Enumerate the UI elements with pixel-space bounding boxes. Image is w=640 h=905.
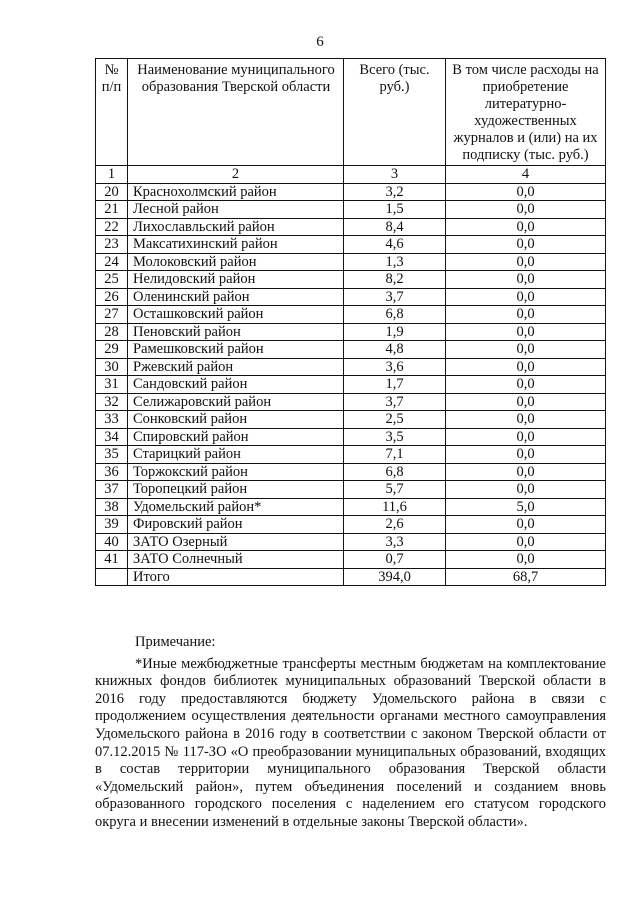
table-row (96, 516, 606, 534)
row-number: 31 (96, 376, 128, 394)
row-name: Торопецкий район (128, 481, 344, 499)
row-name: Фировский район (128, 516, 344, 534)
row-name: Нелидовский район (128, 271, 344, 289)
column-number: 3 (344, 166, 446, 184)
row-magazines: 0,0 (446, 358, 606, 376)
row-total: 4,6 (344, 236, 446, 254)
table-row (96, 498, 606, 516)
row-name: Лесной район (128, 201, 344, 219)
table-row (96, 481, 606, 499)
row-number: 39 (96, 516, 128, 534)
row-magazines: 0,0 (446, 463, 606, 481)
row-number: 28 (96, 323, 128, 341)
row-magazines: 0,0 (446, 253, 606, 271)
row-magazines: 0,0 (446, 446, 606, 464)
row-magazines: 0,0 (446, 306, 606, 324)
header-magazines: В том числе расходы на приобретение литературно-художественных журналов и (или) на их подписку (тыс. руб.) (446, 59, 606, 166)
budget-table (95, 58, 606, 586)
row-magazines: 68,7 (446, 568, 606, 586)
row-name: Сандовский район (128, 376, 344, 394)
table-row (96, 463, 606, 481)
row-magazines: 0,0 (446, 428, 606, 446)
column-number: 2 (128, 166, 344, 184)
row-name: Пеновский район (128, 323, 344, 341)
row-magazines: 0,0 (446, 183, 606, 201)
row-name: Лихославльский район (128, 218, 344, 236)
row-name: Оленинский район (128, 288, 344, 306)
row-number: 30 (96, 358, 128, 376)
table-body (96, 166, 606, 586)
note-section (95, 634, 606, 832)
row-name: Селижаровский район (128, 393, 344, 411)
row-number: 20 (96, 183, 128, 201)
row-magazines: 0,0 (446, 551, 606, 569)
table-row (96, 288, 606, 306)
row-magazines: 0,0 (446, 201, 606, 219)
table-row (96, 411, 606, 429)
row-magazines: 0,0 (446, 376, 606, 394)
row-number: 41 (96, 551, 128, 569)
column-number: 1 (96, 166, 128, 184)
header-name: Наименование муниципального образования Тверской области (128, 59, 344, 166)
row-total: 8,4 (344, 218, 446, 236)
table-row (96, 218, 606, 236)
row-magazines: 0,0 (446, 323, 606, 341)
row-number: 24 (96, 253, 128, 271)
row-number: 22 (96, 218, 128, 236)
row-name: Сонковский район (128, 411, 344, 429)
row-magazines: 0,0 (446, 516, 606, 534)
note-text: *Иные межбюджетные трансферты местным бюджетам на комплектование книжных фондов библиотек муниципальных образований Тверской области в 2016 году предоставляются бюджету Удомельского района в связи с продолжением осуществления деятельности органами местного самоуправления Удомельского района в 2016 году в соответствии с законом Тверской области от 07.12.2015 № 117-ЗО «О преобразовании муниципальных образований, входящих в состав территории муниципального образования Тверской области «Удомельский район», путем объединения поселений и созданием вновь образованного городского поселения с наделением его статусом городского округа и внесении изменений в отдельные законы Тверской области». (95, 655, 606, 830)
table-row (96, 376, 606, 394)
row-total: 3,3 (344, 533, 446, 551)
row-magazines: 0,0 (446, 341, 606, 359)
row-number: 25 (96, 271, 128, 289)
row-number: 29 (96, 341, 128, 359)
row-total: 1,7 (344, 376, 446, 394)
row-number (96, 568, 128, 586)
row-number: 26 (96, 288, 128, 306)
row-total: 6,8 (344, 306, 446, 324)
row-name: Краснохолмский район (128, 183, 344, 201)
row-magazines: 0,0 (446, 411, 606, 429)
row-name: Максатихинский район (128, 236, 344, 254)
row-magazines: 0,0 (446, 533, 606, 551)
table-row (96, 551, 606, 569)
row-magazines: 0,0 (446, 393, 606, 411)
row-number: 32 (96, 393, 128, 411)
table-row (96, 323, 606, 341)
row-total: 11,6 (344, 498, 446, 516)
row-magazines: 0,0 (446, 271, 606, 289)
table-row (96, 271, 606, 289)
row-total: 3,2 (344, 183, 446, 201)
row-total: 8,2 (344, 271, 446, 289)
row-total: 2,6 (344, 516, 446, 534)
row-name: Итого (128, 568, 344, 586)
table-row (96, 183, 606, 201)
row-name: Спировский район (128, 428, 344, 446)
row-total: 7,1 (344, 446, 446, 464)
table-row (96, 341, 606, 359)
row-total: 3,7 (344, 288, 446, 306)
page-number: 6 (316, 34, 324, 50)
row-number: 33 (96, 411, 128, 429)
column-numbers-row (96, 166, 606, 184)
row-number: 23 (96, 236, 128, 254)
table-row (96, 393, 606, 411)
row-total: 6,8 (344, 463, 446, 481)
row-total: 394,0 (344, 568, 446, 586)
row-name: Ржевский район (128, 358, 344, 376)
row-number: 27 (96, 306, 128, 324)
row-name: ЗАТО Солнечный (128, 551, 344, 569)
row-number: 38 (96, 498, 128, 516)
row-total: 4,8 (344, 341, 446, 359)
row-total: 1,9 (344, 323, 446, 341)
row-name: Осташковский район (128, 306, 344, 324)
note-title: Примечание: (135, 634, 216, 650)
total-row (96, 568, 606, 586)
row-number: 21 (96, 201, 128, 219)
table-row (96, 236, 606, 254)
table-row (96, 533, 606, 551)
header-num: № п/п (96, 59, 128, 166)
row-total: 1,3 (344, 253, 446, 271)
row-name: ЗАТО Озерный (128, 533, 344, 551)
row-magazines: 5,0 (446, 498, 606, 516)
row-number: 35 (96, 446, 128, 464)
table-row (96, 428, 606, 446)
row-number: 36 (96, 463, 128, 481)
table-row (96, 201, 606, 219)
row-name: Удомельский район* (128, 498, 344, 516)
table-row (96, 306, 606, 324)
row-name: Молоковский район (128, 253, 344, 271)
row-name: Торжокский район (128, 463, 344, 481)
row-total: 1,5 (344, 201, 446, 219)
table-row (96, 358, 606, 376)
row-magazines: 0,0 (446, 481, 606, 499)
table-row (96, 253, 606, 271)
row-total: 5,7 (344, 481, 446, 499)
table-row (96, 446, 606, 464)
row-magazines: 0,0 (446, 288, 606, 306)
row-number: 37 (96, 481, 128, 499)
row-total: 0,7 (344, 551, 446, 569)
header-total: Всего (тыс. руб.) (344, 59, 446, 166)
row-total: 3,7 (344, 393, 446, 411)
row-total: 2,5 (344, 411, 446, 429)
row-name: Старицкий район (128, 446, 344, 464)
column-number: 4 (446, 166, 606, 184)
table-header-row (96, 59, 606, 166)
row-magazines: 0,0 (446, 218, 606, 236)
row-number: 34 (96, 428, 128, 446)
row-number: 40 (96, 533, 128, 551)
row-magazines: 0,0 (446, 236, 606, 254)
row-name: Рамешковский район (128, 341, 344, 359)
row-total: 3,6 (344, 358, 446, 376)
row-total: 3,5 (344, 428, 446, 446)
